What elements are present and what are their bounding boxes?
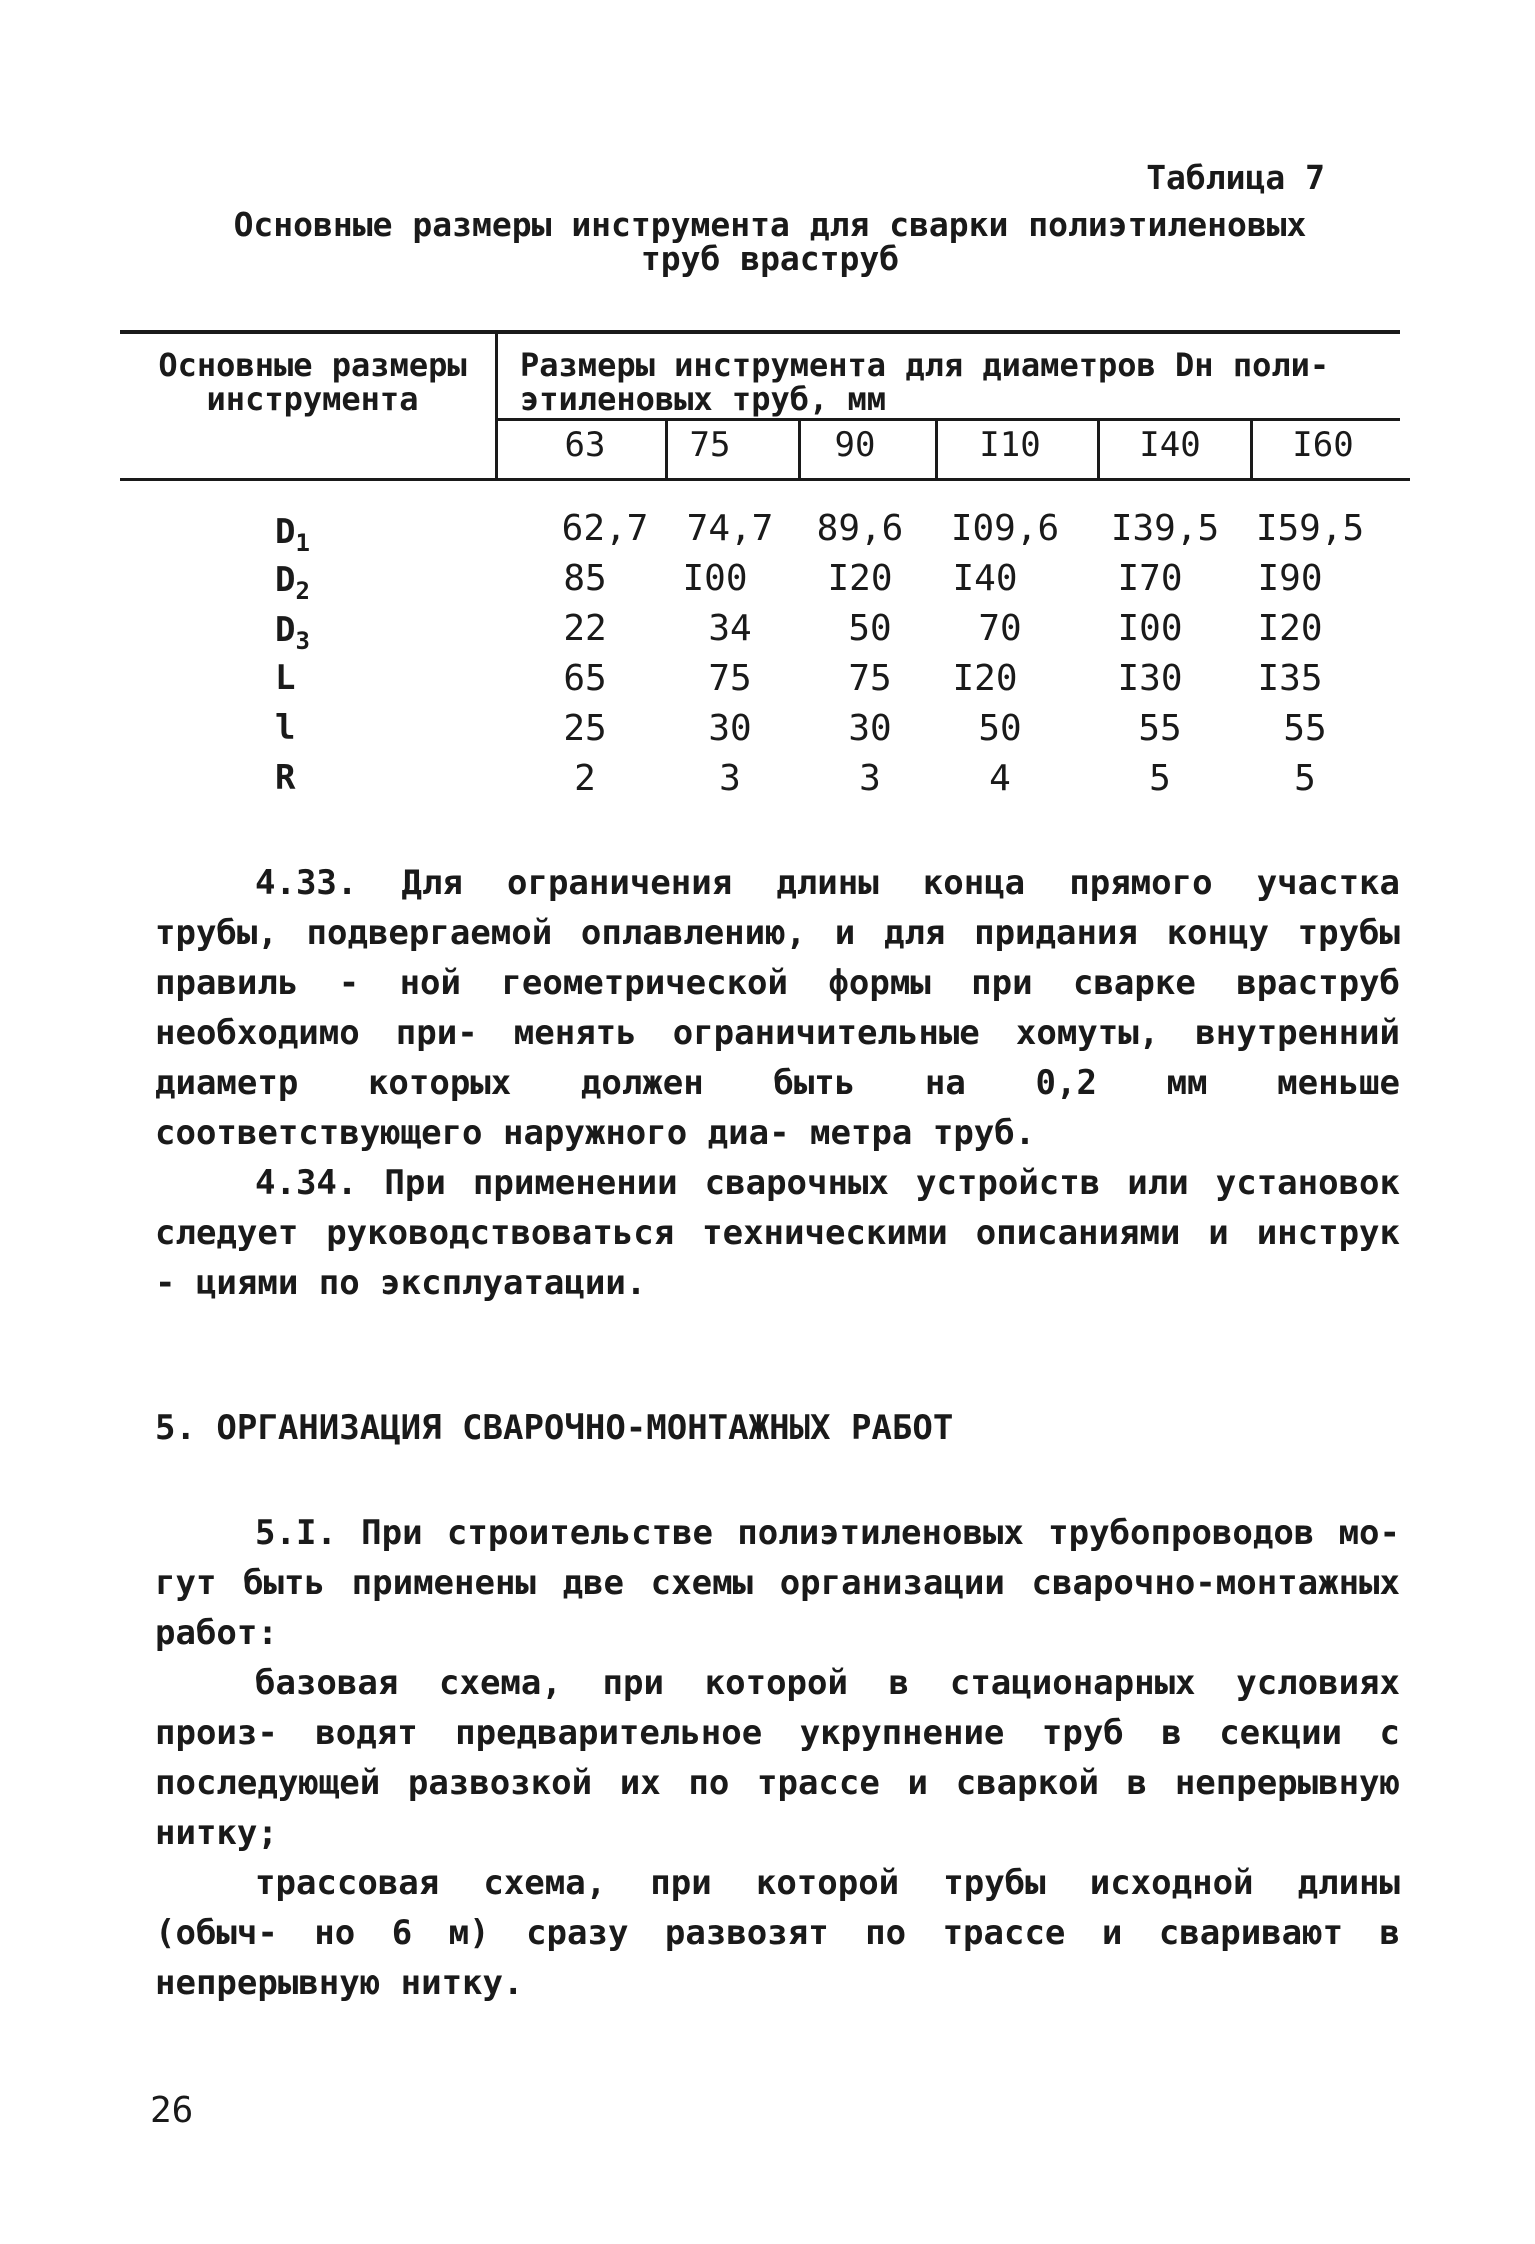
table-title: [150, 205, 1390, 278]
table-cell: I20: [827, 558, 893, 599]
table-cell: 22: [563, 608, 607, 649]
table-header-right: [520, 348, 1390, 416]
table-cell: 5: [1149, 758, 1171, 799]
table-title-line2: труб враструб: [640, 239, 900, 278]
table-cell: 5: [1294, 758, 1316, 799]
row-label-d3: $D_3$: [275, 610, 310, 655]
table-header-left: [140, 348, 485, 416]
row-label-l-lower: l: [275, 708, 296, 748]
table-divider-col4: [935, 421, 938, 478]
table-header-left-line1: Основные размеры: [158, 346, 467, 384]
table-cell: 34: [708, 608, 752, 649]
table-divider-col2: [665, 421, 668, 478]
row-label-l-upper: L: [275, 658, 296, 698]
table-cell: I39,5: [1110, 508, 1220, 549]
paragraph-4-34-text: 4.34. При применении сварочных устройств или установок следует руководствоваться техническими описаниями и инструк - циями по эксплуатации.: [155, 1163, 1400, 1303]
table-cell: 89,6: [816, 508, 904, 549]
table-cell: I00: [682, 558, 748, 599]
table-cell: 75: [708, 658, 752, 699]
table-cell: 74,7: [686, 508, 774, 549]
column-header-63: 63: [564, 425, 606, 465]
table-number: Таблица 7: [1146, 158, 1325, 197]
paragraph-4-33-text: 4.33. Для ограничения длины конца прямого участка трубы, подвергаемой оплавлению, и для придания концу трубы правиль - ной геометрической формы при сварке враструб необходимо при- менять ограничительные хомуты, внутренний диаметр которых должен быть на 0,2 мм меньше соответствующего наружного диа- метра труб.: [155, 863, 1400, 1153]
table-cell: 55: [1138, 708, 1182, 749]
paragraph-4-33: [155, 858, 1400, 1158]
table-cell: 3: [719, 758, 741, 799]
paragraph-5-1-route-scheme: трассовая схема, при которой трубы исходной длины (обыч- но 6 м) сразу развозят по трассе и сваривают в непрерывную нитку.: [155, 1863, 1400, 2003]
column-header-90: 90: [834, 425, 876, 465]
table-cell: 85: [563, 558, 607, 599]
table-cell: I30: [1117, 658, 1183, 699]
table-title-line1: Основные размеры инструмента для сварки полиэтиленовых: [233, 205, 1307, 244]
table-cell: 4: [989, 758, 1011, 799]
table-subheader-rule: [498, 418, 1400, 421]
paragraph-5-1-text: 5.I. При строительстве полиэтиленовых трубопроводов мо- гут быть применены две схемы организации сварочно-монтажных работ:: [155, 1513, 1400, 1653]
table-header-left-line2: инструмента: [206, 380, 419, 418]
paragraph-4-34: [155, 1158, 1400, 1308]
table-cell: I70: [1117, 558, 1183, 599]
paragraph-5-1-base-scheme: базовая схема, при которой в стационарных условиях произ- водят предварительное укрупнение труб в секции с последующей развозкой их по трассе и сваркой в непрерывную нитку;: [155, 1663, 1400, 1853]
table-cell: 30: [848, 708, 892, 749]
table-cell: 50: [978, 708, 1022, 749]
table-cell: I20: [952, 658, 1018, 699]
table-cell: I00: [1117, 608, 1183, 649]
table-divider-col6: [1250, 421, 1253, 478]
column-header-75: 75: [689, 425, 731, 465]
table-cell: 62,7: [561, 508, 649, 549]
page-number: 26: [150, 2090, 194, 2131]
table-divider-main: [495, 334, 498, 478]
column-header-160: I60: [1292, 425, 1354, 465]
table-cell: 25: [563, 708, 607, 749]
column-header-140: I40: [1139, 425, 1201, 465]
paragraph-5-1: [155, 1508, 1400, 2008]
table-divider-col3: [798, 421, 801, 478]
table-cell: I09,6: [950, 508, 1060, 549]
table-divider-col5: [1097, 421, 1100, 478]
table-cell: 65: [563, 658, 607, 699]
table-header-right-line2: этиленовых труб, мм: [520, 380, 887, 418]
table-cell: 55: [1283, 708, 1327, 749]
table-header-bottom-rule: [120, 478, 1410, 481]
table-cell: I35: [1257, 658, 1323, 699]
row-label-r: R: [275, 758, 296, 798]
table-cell: 70: [978, 608, 1022, 649]
row-label-d2: $D_2$: [275, 560, 310, 605]
table-header-right-line1: Размеры инструмента для диаметров Dн поли-: [520, 346, 1330, 384]
table-cell: 75: [848, 658, 892, 699]
table-cell: 50: [848, 608, 892, 649]
table-cell: 2: [574, 758, 596, 799]
table-cell: I59,5: [1255, 508, 1365, 549]
table-cell: 3: [859, 758, 881, 799]
table-cell: I40: [952, 558, 1018, 599]
table-cell: I90: [1257, 558, 1323, 599]
row-label-d1: $D_1$: [275, 512, 310, 557]
table-top-rule: [120, 330, 1400, 334]
column-header-110: I10: [979, 425, 1041, 465]
section-title: 5. ОРГАНИЗАЦИЯ СВАРОЧНО-МОНТАЖНЫХ РАБОТ: [155, 1408, 954, 1448]
table-cell: I20: [1257, 608, 1323, 649]
table-cell: 30: [708, 708, 752, 749]
